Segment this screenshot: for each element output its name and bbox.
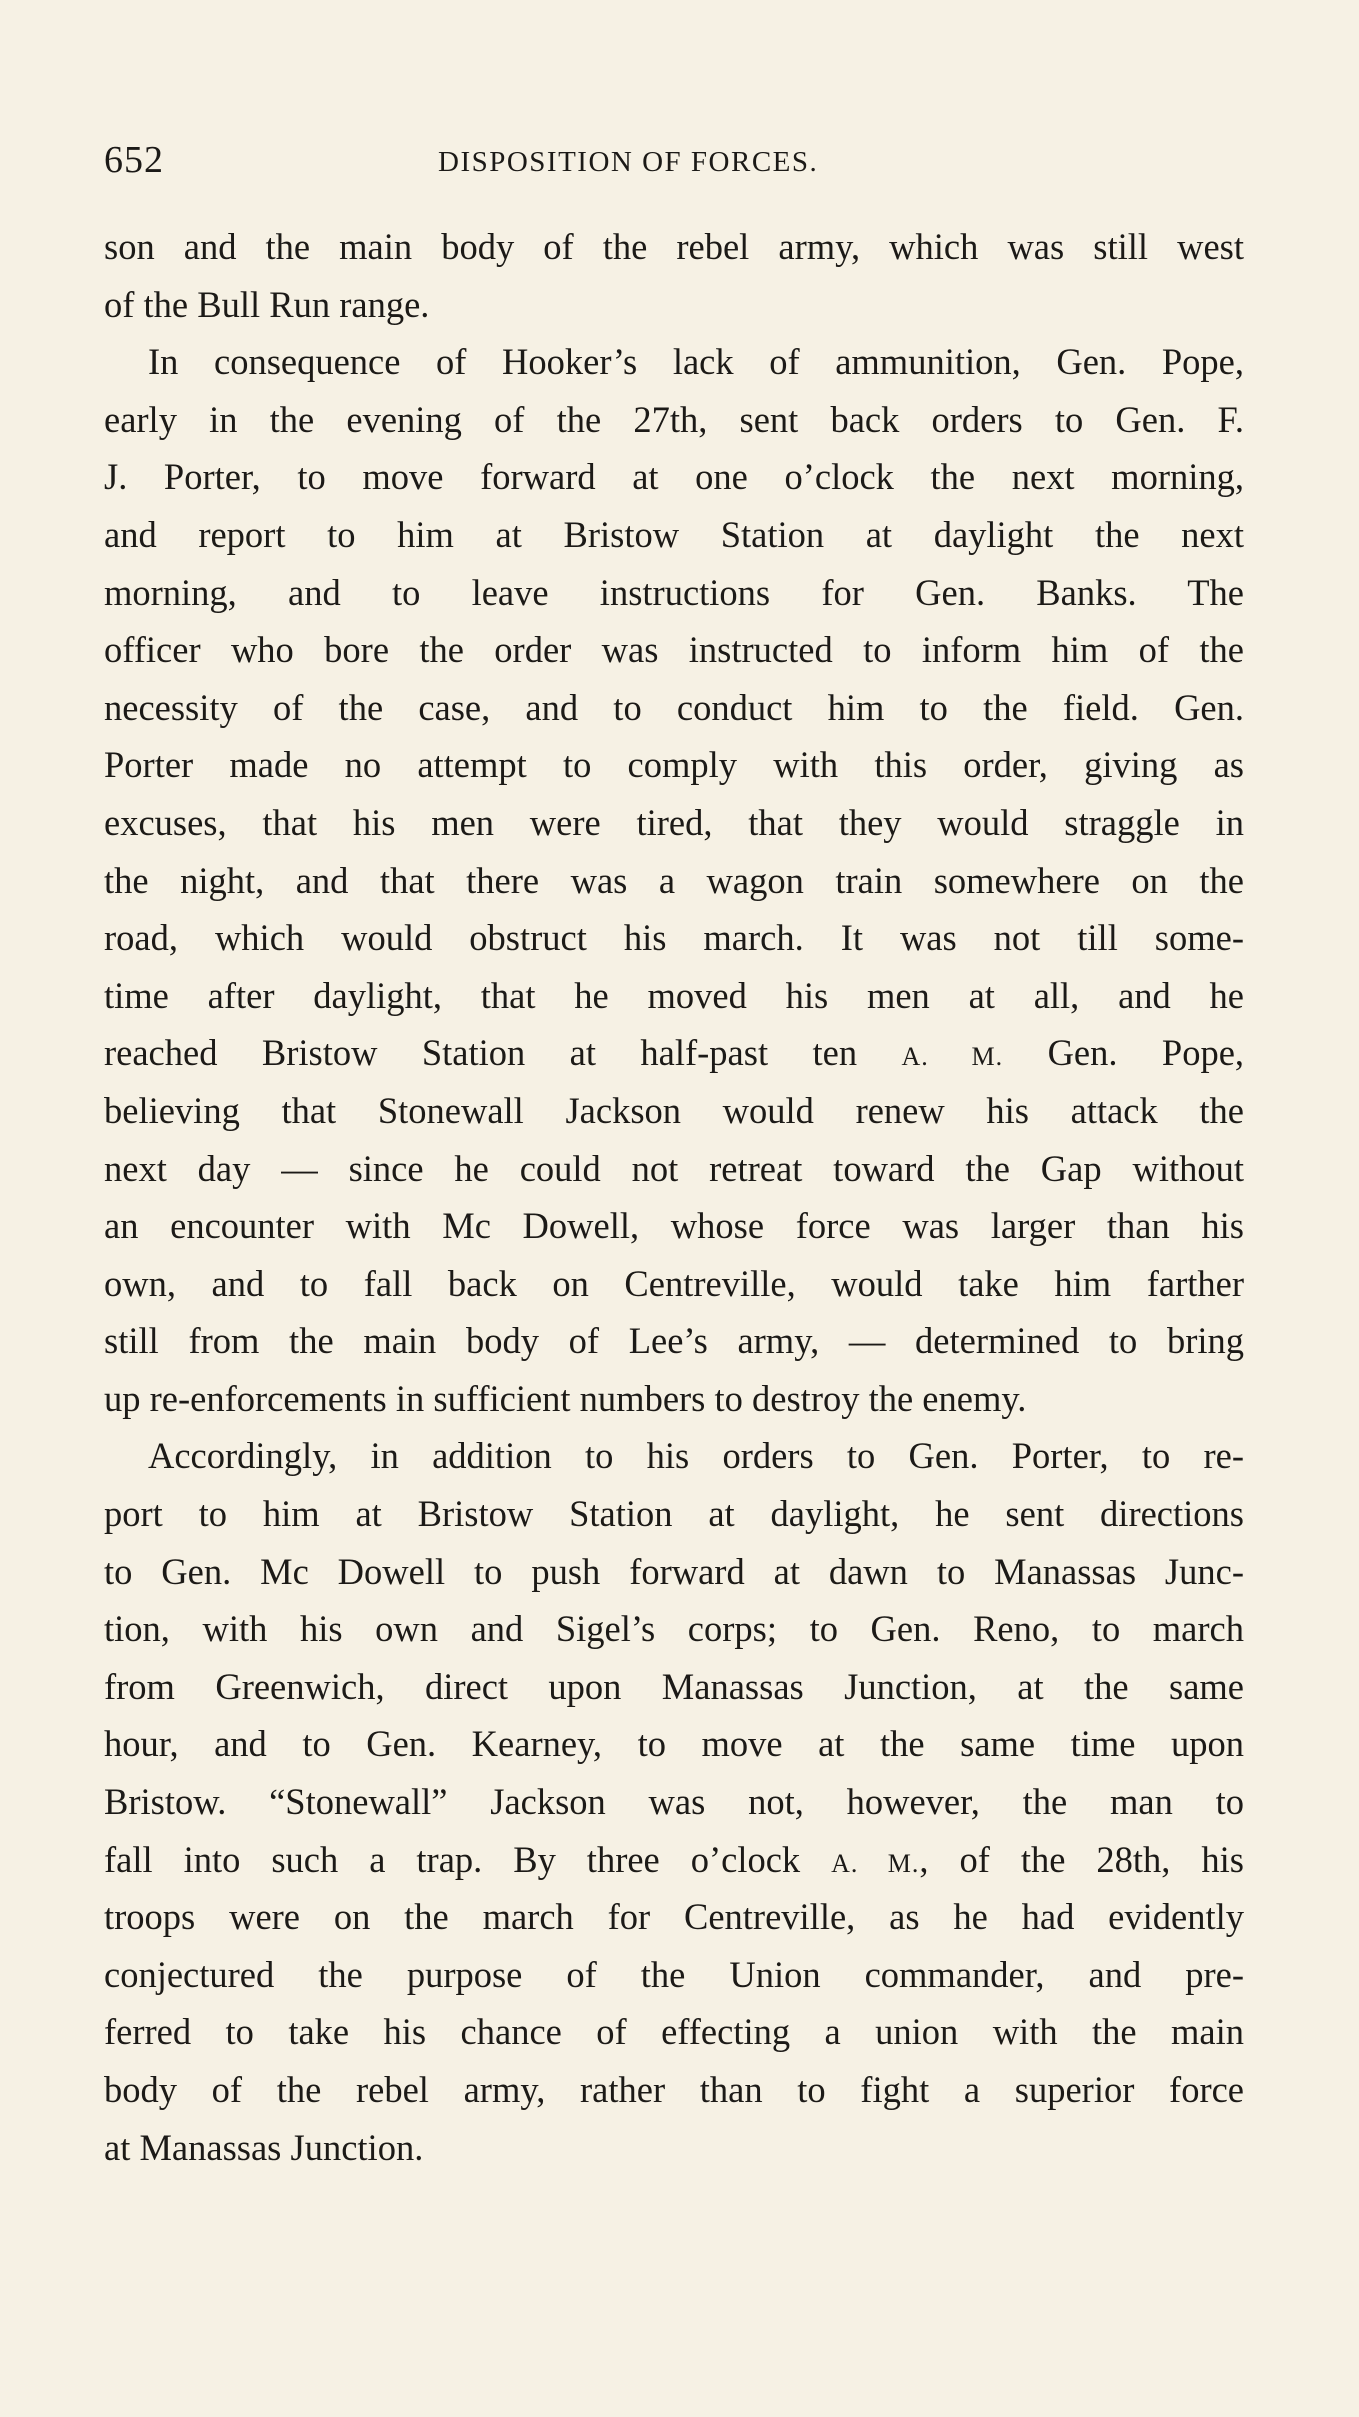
text-line: necessity of the case, and to conduct him to the field. Gen. xyxy=(104,686,1244,728)
text-line: from Greenwich, direct upon Manassas Junction, at the same xyxy=(104,1665,1244,1707)
text-line-composite xyxy=(104,1831,1244,1889)
text-line: to Gen. Mc Dowell to push forward at dawn to Manassas Junc- xyxy=(104,1550,1244,1592)
text-line: officer who bore the order was instructed to inform him of the xyxy=(104,629,1244,671)
text-line: conjectured the purpose of the Union commander, and pre- xyxy=(104,1953,1244,1995)
text-line: Bristow. “Stonewall” Jackson was not, however, the man to xyxy=(104,1781,1244,1823)
text-line: J. Porter, to move forward at one o’clock the next morning, xyxy=(104,456,1244,498)
text-line: hour, and to Gen. Kearney, to move at the same time upon xyxy=(104,1723,1244,1765)
text-line: ferred to take his chance of effecting a union with the main xyxy=(104,2011,1244,2053)
running-title: DISPOSITION OF FORCES. xyxy=(438,146,819,178)
body-text xyxy=(104,218,1244,2176)
text-line: In consequence of Hooker’s lack of ammunition, Gen. Pope, xyxy=(148,341,1244,383)
running-head xyxy=(0,130,1359,190)
text-line: next day — since he could not retreat toward the Gap without xyxy=(104,1147,1244,1189)
text-line: Porter made no attempt to comply with this order, giving as xyxy=(104,744,1244,786)
text-line: of the Bull Run range. xyxy=(104,283,430,325)
small-caps-am: A. M. xyxy=(901,1042,1004,1072)
text-line: road, which would obstruct his march. It was not till some- xyxy=(104,917,1244,959)
text-line: port to him at Bristow Station at daylight, he sent directions xyxy=(104,1493,1244,1535)
text-line: morning, and to leave instructions for Gen. Banks. The xyxy=(104,571,1244,613)
text-line: still from the main body of Lee’s army, — determined to bring xyxy=(104,1320,1244,1362)
text-line: time after daylight, that he moved his men at all, and he xyxy=(104,974,1244,1016)
text-line: Accordingly, in addition to his orders to Gen. Porter, to re- xyxy=(148,1435,1244,1477)
text-line: at Manassas Junction. xyxy=(104,2126,424,2168)
text-line: body of the rebel army, rather than to fight a superior force xyxy=(104,2069,1244,2110)
text-line: an encounter with Mc Dowell, whose force was larger than his xyxy=(104,1205,1244,1247)
text-segment: fall into such a trap. By three o’clock xyxy=(104,1838,801,1880)
small-caps-am: A. M. xyxy=(831,1848,920,1878)
text-line: early in the evening of the 27th, sent back orders to Gen. F. xyxy=(104,398,1244,440)
text-segment: Gen. Pope, xyxy=(1047,1032,1245,1074)
text-line: tion, with his own and Sigel’s corps; to Gen. Reno, to march xyxy=(104,1608,1244,1650)
text-line: troops were on the march for Centreville, as he had evidently xyxy=(104,1896,1244,1938)
text-line: excuses, that his men were tired, that they would straggle in xyxy=(104,801,1244,843)
text-line: own, and to fall back on Centreville, would take him farther xyxy=(104,1262,1244,1304)
page-number: 652 xyxy=(104,139,164,181)
text-segment: reached Bristow Station at half-past ten xyxy=(104,1032,858,1074)
text-line: and report to him at Bristow Station at daylight the next xyxy=(104,513,1244,555)
text-line-composite xyxy=(104,1024,1244,1082)
text-segment: , of the 28th, his xyxy=(919,1838,1244,1880)
text-line: up re-enforcements in sufficient numbers to destroy the enemy. xyxy=(104,1377,1027,1419)
text-line: the night, and that there was a wagon train somewhere on the xyxy=(104,859,1244,901)
text-line: believing that Stonewall Jackson would renew his attack the xyxy=(104,1089,1244,1131)
text-line: son and the main body of the rebel army, which was still west xyxy=(104,226,1244,267)
